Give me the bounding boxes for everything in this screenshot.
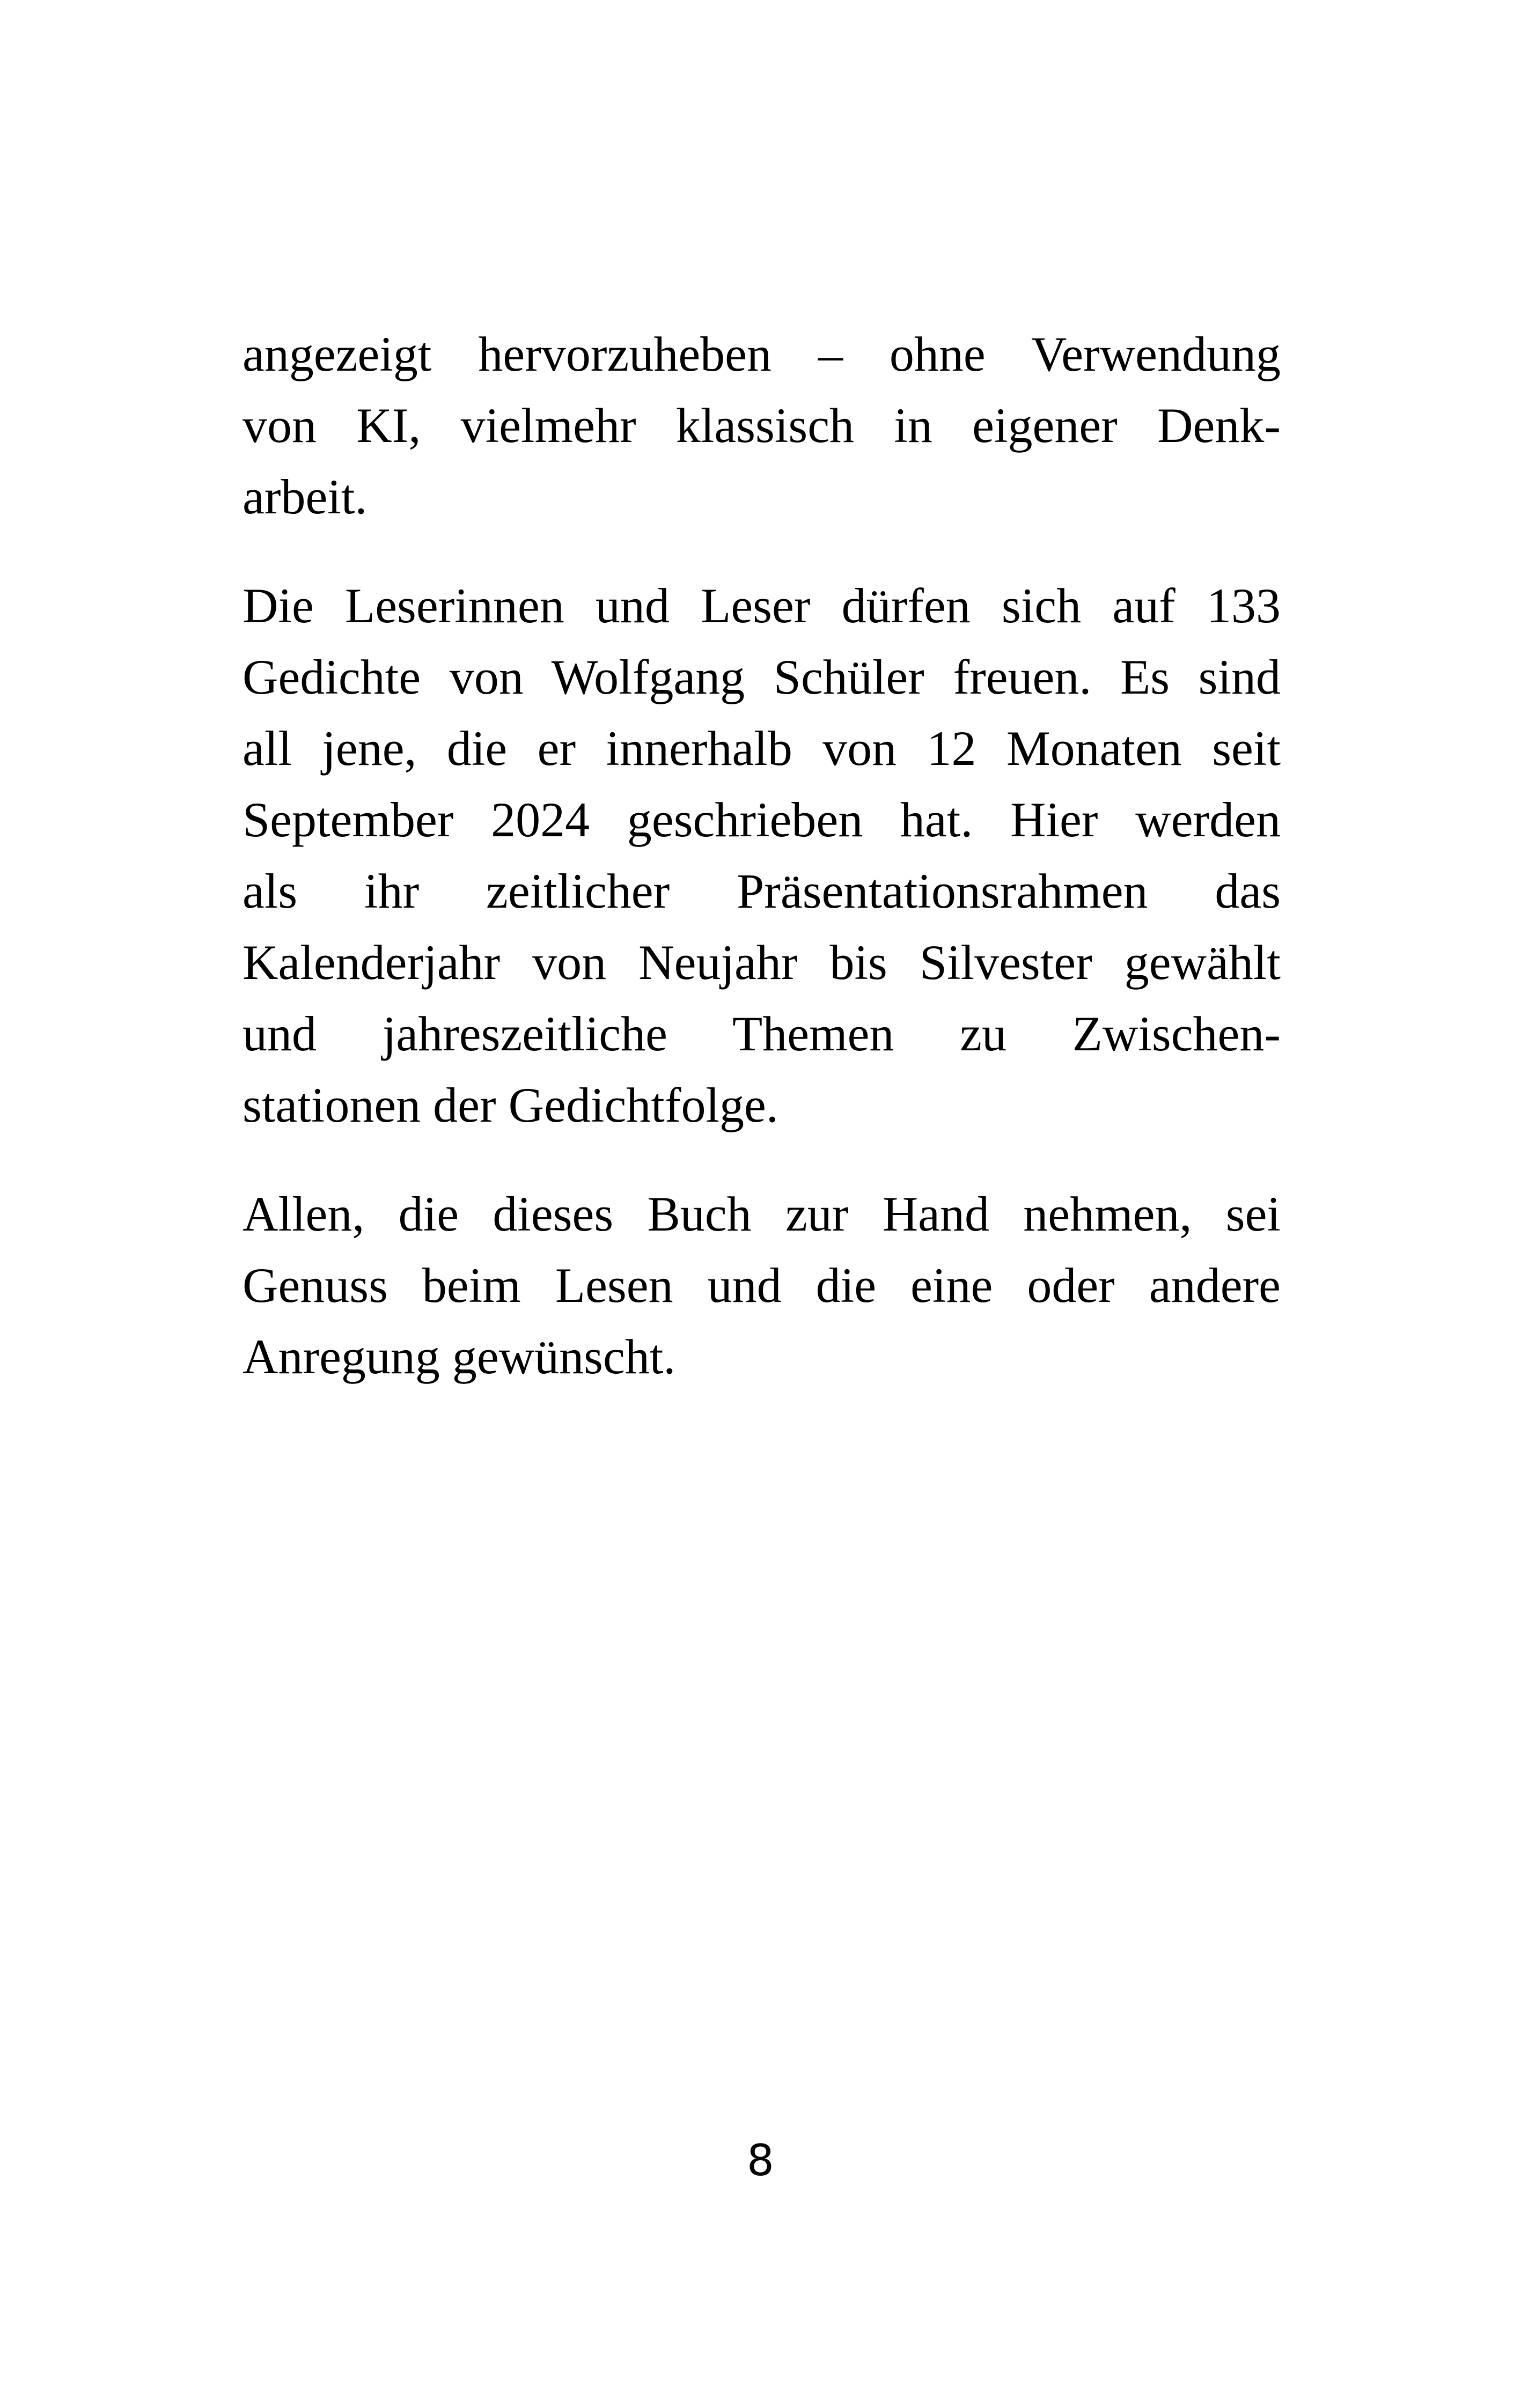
- text-line: Genuss beim Lesen und die eine oder andere: [243, 1258, 1281, 1313]
- text-line: angezeigt hervorzuheben – ohne Verwendung: [243, 327, 1281, 381]
- text-line: September 2024 geschrieben hat. Hier werden: [243, 792, 1281, 847]
- text-line: arbeit.: [243, 469, 368, 524]
- text-line: von KI, vielmehr klassisch in eigener Denk-: [243, 398, 1281, 453]
- page-number: 8: [747, 2135, 774, 2185]
- text-line: Allen, die dieses Buch zur Hand nehmen, sei: [243, 1187, 1281, 1241]
- text-line: stationen der Gedichtfolge.: [243, 1078, 778, 1132]
- body-text: [243, 319, 1281, 1430]
- text-line: all jene, die er innerhalb von 12 Monaten seit: [243, 721, 1281, 776]
- paragraph-1: [243, 319, 1281, 533]
- text-line: und jahreszeitliche Themen zu Zwischen-: [243, 1006, 1281, 1061]
- text-line: Die Leserinnen und Leser dürfen sich auf 133: [243, 578, 1281, 633]
- paragraph-3: [243, 1179, 1281, 1393]
- text-line: Kalenderjahr von Neujahr bis Silvester gewählt: [243, 935, 1281, 990]
- paragraph-2: [243, 570, 1281, 1141]
- text-line: Anregung gewünscht.: [243, 1329, 676, 1384]
- text-line: als ihr zeitlicher Präsentationsrahmen das: [243, 864, 1281, 918]
- text-line: Gedichte von Wolfgang Schüler freuen. Es sind: [243, 650, 1281, 704]
